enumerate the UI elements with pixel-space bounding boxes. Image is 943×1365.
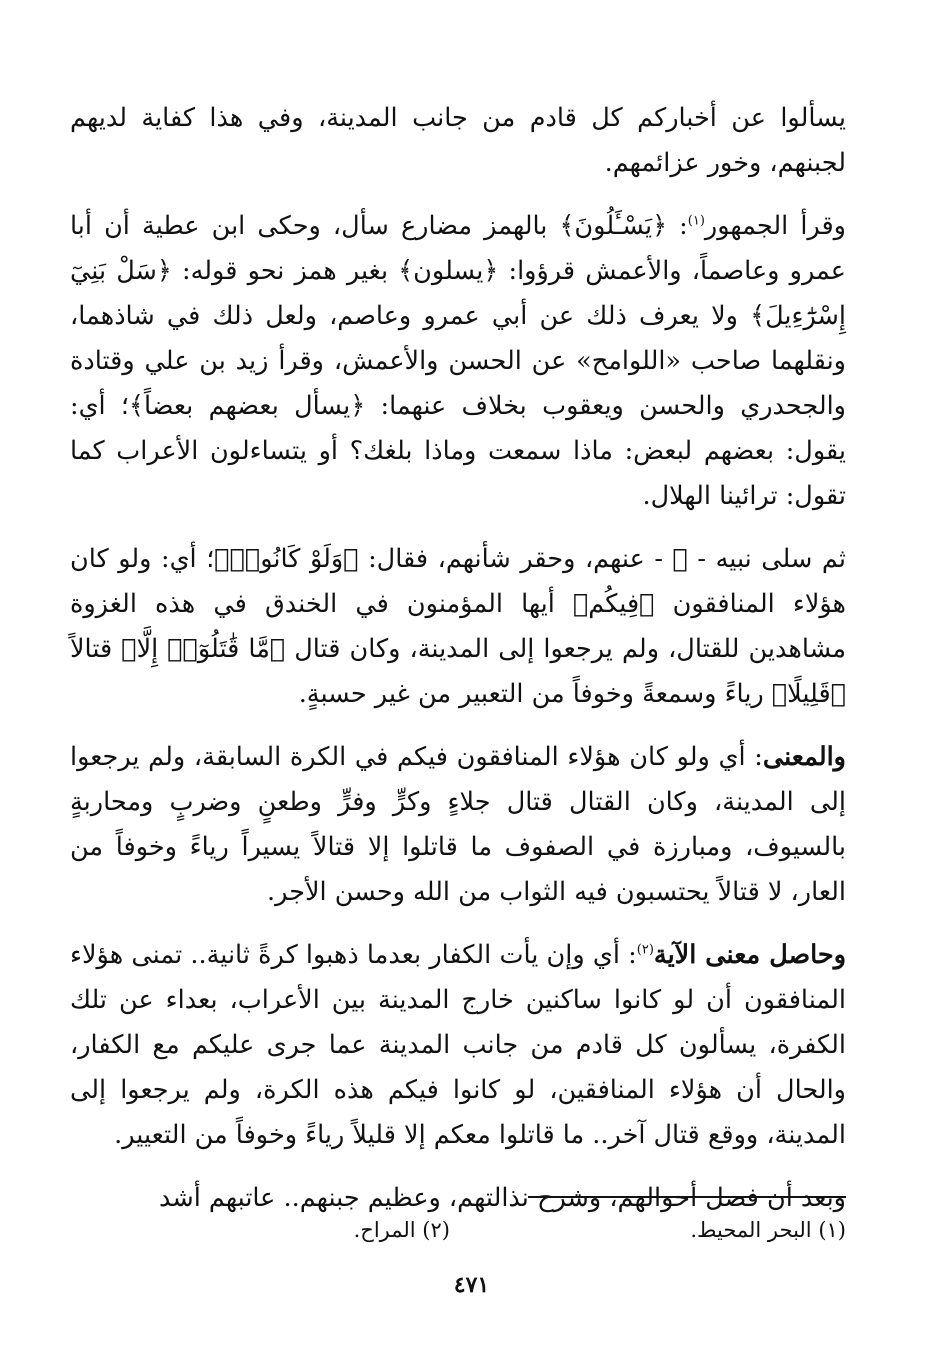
page-number: ٤٧١ <box>453 1272 490 1298</box>
paragraph-4 <box>70 735 846 915</box>
footnote-ref-1: (١) <box>687 213 705 229</box>
footnote-2: (٢) المراح. <box>353 1218 450 1242</box>
footnote-ref-2: (٢) <box>636 942 654 958</box>
paragraph-3-text: ثم سلى نبيه - ﷺ - عنهم، وحقر شأنهم، فقال: ﴿وَلَوْ كَانُوا۟﴾؛ أي: ولو كان هؤلاء المنافقون ﴿فِيكُم﴾ أيها المؤمنون في الخندق في هذه الغزوة مشاهدين للقتال، ولم يرجعوا إلى المدينة، وكان قتال ﴿مَّا قَٰتَلُوٓا۟ إِلَّا﴾ قتالاً ﴿قَلِيلًا﴾ رياءً وسمعةً وخوفاً من التعبير من غير حسبةٍ. <box>70 544 846 709</box>
page-body <box>70 96 846 1239</box>
paragraph-5 <box>70 933 846 1158</box>
paragraph-4-text: : أي ولو كان هؤلاء المنافقون فيكم في الكرة السابقة، ولم يرجعوا إلى المدينة، وكان القتال قتال جلاءٍ وكرٍّ وفرٍّ وطعنٍ وضربٍ ومحاربةٍ بالسيوف، ومبارزة في الصفوف ما قاتلوا إلا قتالاً يسيراً رياءً وخوفاً من العار، لا قتالاً يحتسبون فيه الثواب من الله وحسن الأجر. <box>70 742 846 907</box>
paragraph-1-text: يسألوا عن أخباركم كل قادم من جانب المدينة، وفي هذا كفاية لديهم لجبنهم، وخور عزائمهم. <box>70 103 846 178</box>
paragraph-6-text: وبعد أن فصل أحوالهم، وشرح نذالتهم، وعظيم جبنهم.. عاتبهم أشد <box>158 1183 846 1213</box>
paragraph-2 <box>70 204 846 519</box>
paragraph-2-lead: وقرأ الجمهور <box>704 211 846 241</box>
paragraph-3 <box>70 537 846 717</box>
paragraph-1 <box>70 96 846 186</box>
paragraph-5-text: : أي وإن يأت الكفار بعدما ذهبوا كرةً ثانية.. تمنى هؤلاء المنافقون أن لو كانوا ساكنين خارج المدينة بين الأعراب، بعداء عن تلك الكفرة، يسألون كل قادم من جانب المدينة عما جرى عليكم مع الكفار، والحال أن هؤلاء المنافقين، لو كانوا فيكم هذه الكرة، ولم يرجعوا إلى المدينة، ووقع قتال آخر.. ما قاتلوا معكم إلا قليلاً رياءً وخوفاً من التعيير. <box>70 940 846 1150</box>
footnote-1: (١) البحر المحيط. <box>690 1218 846 1242</box>
footnote-divider <box>528 1196 846 1198</box>
paragraph-5-heading: وحاصل معنى الآية <box>653 940 847 970</box>
paragraph-4-heading: والمعنى <box>762 742 846 772</box>
paragraph-2-text: : ﴿يَسْـَٔلُونَ﴾ بالهمز مضارع سأل، وحكى ابن عطية أن أبا عمرو وعاصماً، والأعمش قرؤوا: ﴿يسلون﴾ بغير همز نحو قوله: ﴿سَلْ بَنِيٓ إِسْرَٰٓءِيلَ﴾ ولا يعرف ذلك عن أبي عمرو وعاصم، ولعل ذلك في شاذهما، ونقلهما صاحب «اللوامح» عن الحسن والأعمش، وقرأ زيد بن علي وقتادة والجحدري والحسن ويعقوب بخلاف عنهما: ﴿يسأل بعضهم بعضاً﴾؛ أي: يقول: بعضهم لبعض: ماذا سمعت وماذا بلغك؟ أو يتساءلون الأعراب كما تقول: ترائينا الهلال. <box>70 211 846 511</box>
